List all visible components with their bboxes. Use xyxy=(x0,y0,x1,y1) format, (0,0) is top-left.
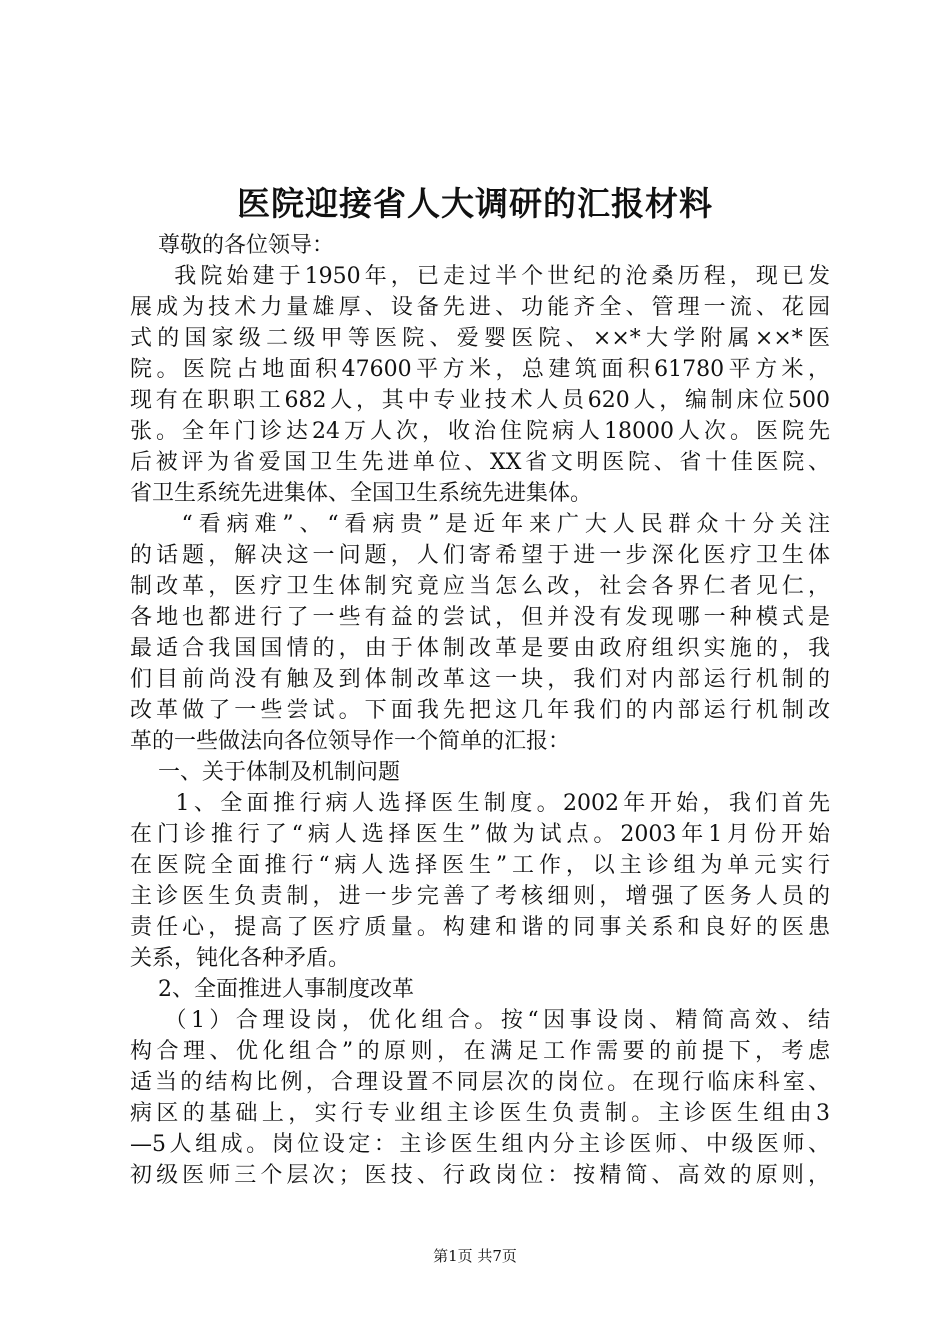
text-line: 一、关于体制及机制问题 xyxy=(130,760,400,785)
text-line: 病区的基础上，实行专业组主诊医生负责制。主诊医生组由3 xyxy=(130,1101,830,1126)
text-line: —5人组成。岗位设定：主诊医生组内分主诊医师、中级医师、 xyxy=(130,1132,830,1157)
text-line: 制改革，医疗卫生体制究竟应当怎么改，社会各界仁者见仁， xyxy=(130,574,830,599)
text-line: （1）合理设岗，优化组合。按“因事设岗、精简高效、结 xyxy=(130,1008,830,1033)
text-line: 张。全年门诊达24万人次，收治住院病人18000人次。医院先 xyxy=(130,419,830,444)
text-line: 我院始建于1950年，已走过半个世纪的沧桑历程，现已发 xyxy=(130,264,830,289)
text-line: 的话题，解决这一问题，人们寄希望于进一步深化医疗卫生体 xyxy=(130,543,830,568)
text-line: 主诊医生负责制，进一步完善了考核细则，增强了医务人员的 xyxy=(130,884,830,909)
text-line: 在门诊推行了“病人选择医生”做为试点。2003年1月份开始 xyxy=(130,822,830,847)
text-line: 构合理、优化组合”的原则，在满足工作需要的前提下，考虑 xyxy=(130,1039,830,1064)
text-line: 后被评为省爱国卫生先进单位、XX省文明医院、省十佳医院、 xyxy=(130,450,830,475)
text-line: 各地也都进行了一些有益的尝试，但并没有发现哪一种模式是 xyxy=(130,605,830,630)
text-line: 现有在职职工682人，其中专业技术人员620人，编制床位500 xyxy=(130,388,830,413)
text-line: 在医院全面推行“病人选择医生”工作，以主诊组为单元实行 xyxy=(130,853,830,878)
text-line: 省卫生系统先进集体、全国卫生系统先进集体。 xyxy=(130,481,593,506)
text-line: 最适合我国国情的，由于体制改革是要由政府组织实施的，我 xyxy=(130,636,830,661)
text-line: 2、全面推进人事制度改革 xyxy=(130,977,414,1002)
text-line: 院。医院占地面积47600平方米，总建筑面积61780平方米， xyxy=(130,357,830,382)
text-line: 式的国家级二级甲等医院、爱婴医院、××*大学附属××*医 xyxy=(130,326,830,351)
document-body xyxy=(130,230,830,1191)
text-line: 革的一些做法向各位领导作一个简单的汇报： xyxy=(130,729,571,754)
text-line: 改革做了一些尝试。下面我先把这几年我们的内部运行机制改 xyxy=(130,698,830,723)
text-line: “看病难”、“看病贵”是近年来广大人民群众十分关注 xyxy=(130,512,830,537)
text-line: 关系，钝化各种矛盾。 xyxy=(130,946,351,971)
text-line: 1、全面推行病人选择医生制度。2002年开始，我们首先 xyxy=(130,791,830,816)
text-line: 尊敬的各位领导： xyxy=(130,233,334,258)
document-title: 医院迎接省人大调研的汇报材料 xyxy=(237,184,713,223)
text-line: 适当的结构比例，合理设置不同层次的岗位。在现行临床科室、 xyxy=(130,1070,830,1095)
text-line: 们目前尚没有触及到体制改革这一块，我们对内部运行机制的 xyxy=(130,667,830,692)
text-line: 责任心，提高了医疗质量。构建和谐的同事关系和良好的医患 xyxy=(130,915,830,940)
text-line: 初级医师三个层次；医技、行政岗位：按精简、高效的原则， xyxy=(130,1163,830,1188)
page-footer: 第1页 共7页 xyxy=(433,1247,517,1265)
text-line: 展成为技术力量雄厚、设备先进、功能齐全、管理一流、花园 xyxy=(130,295,830,320)
